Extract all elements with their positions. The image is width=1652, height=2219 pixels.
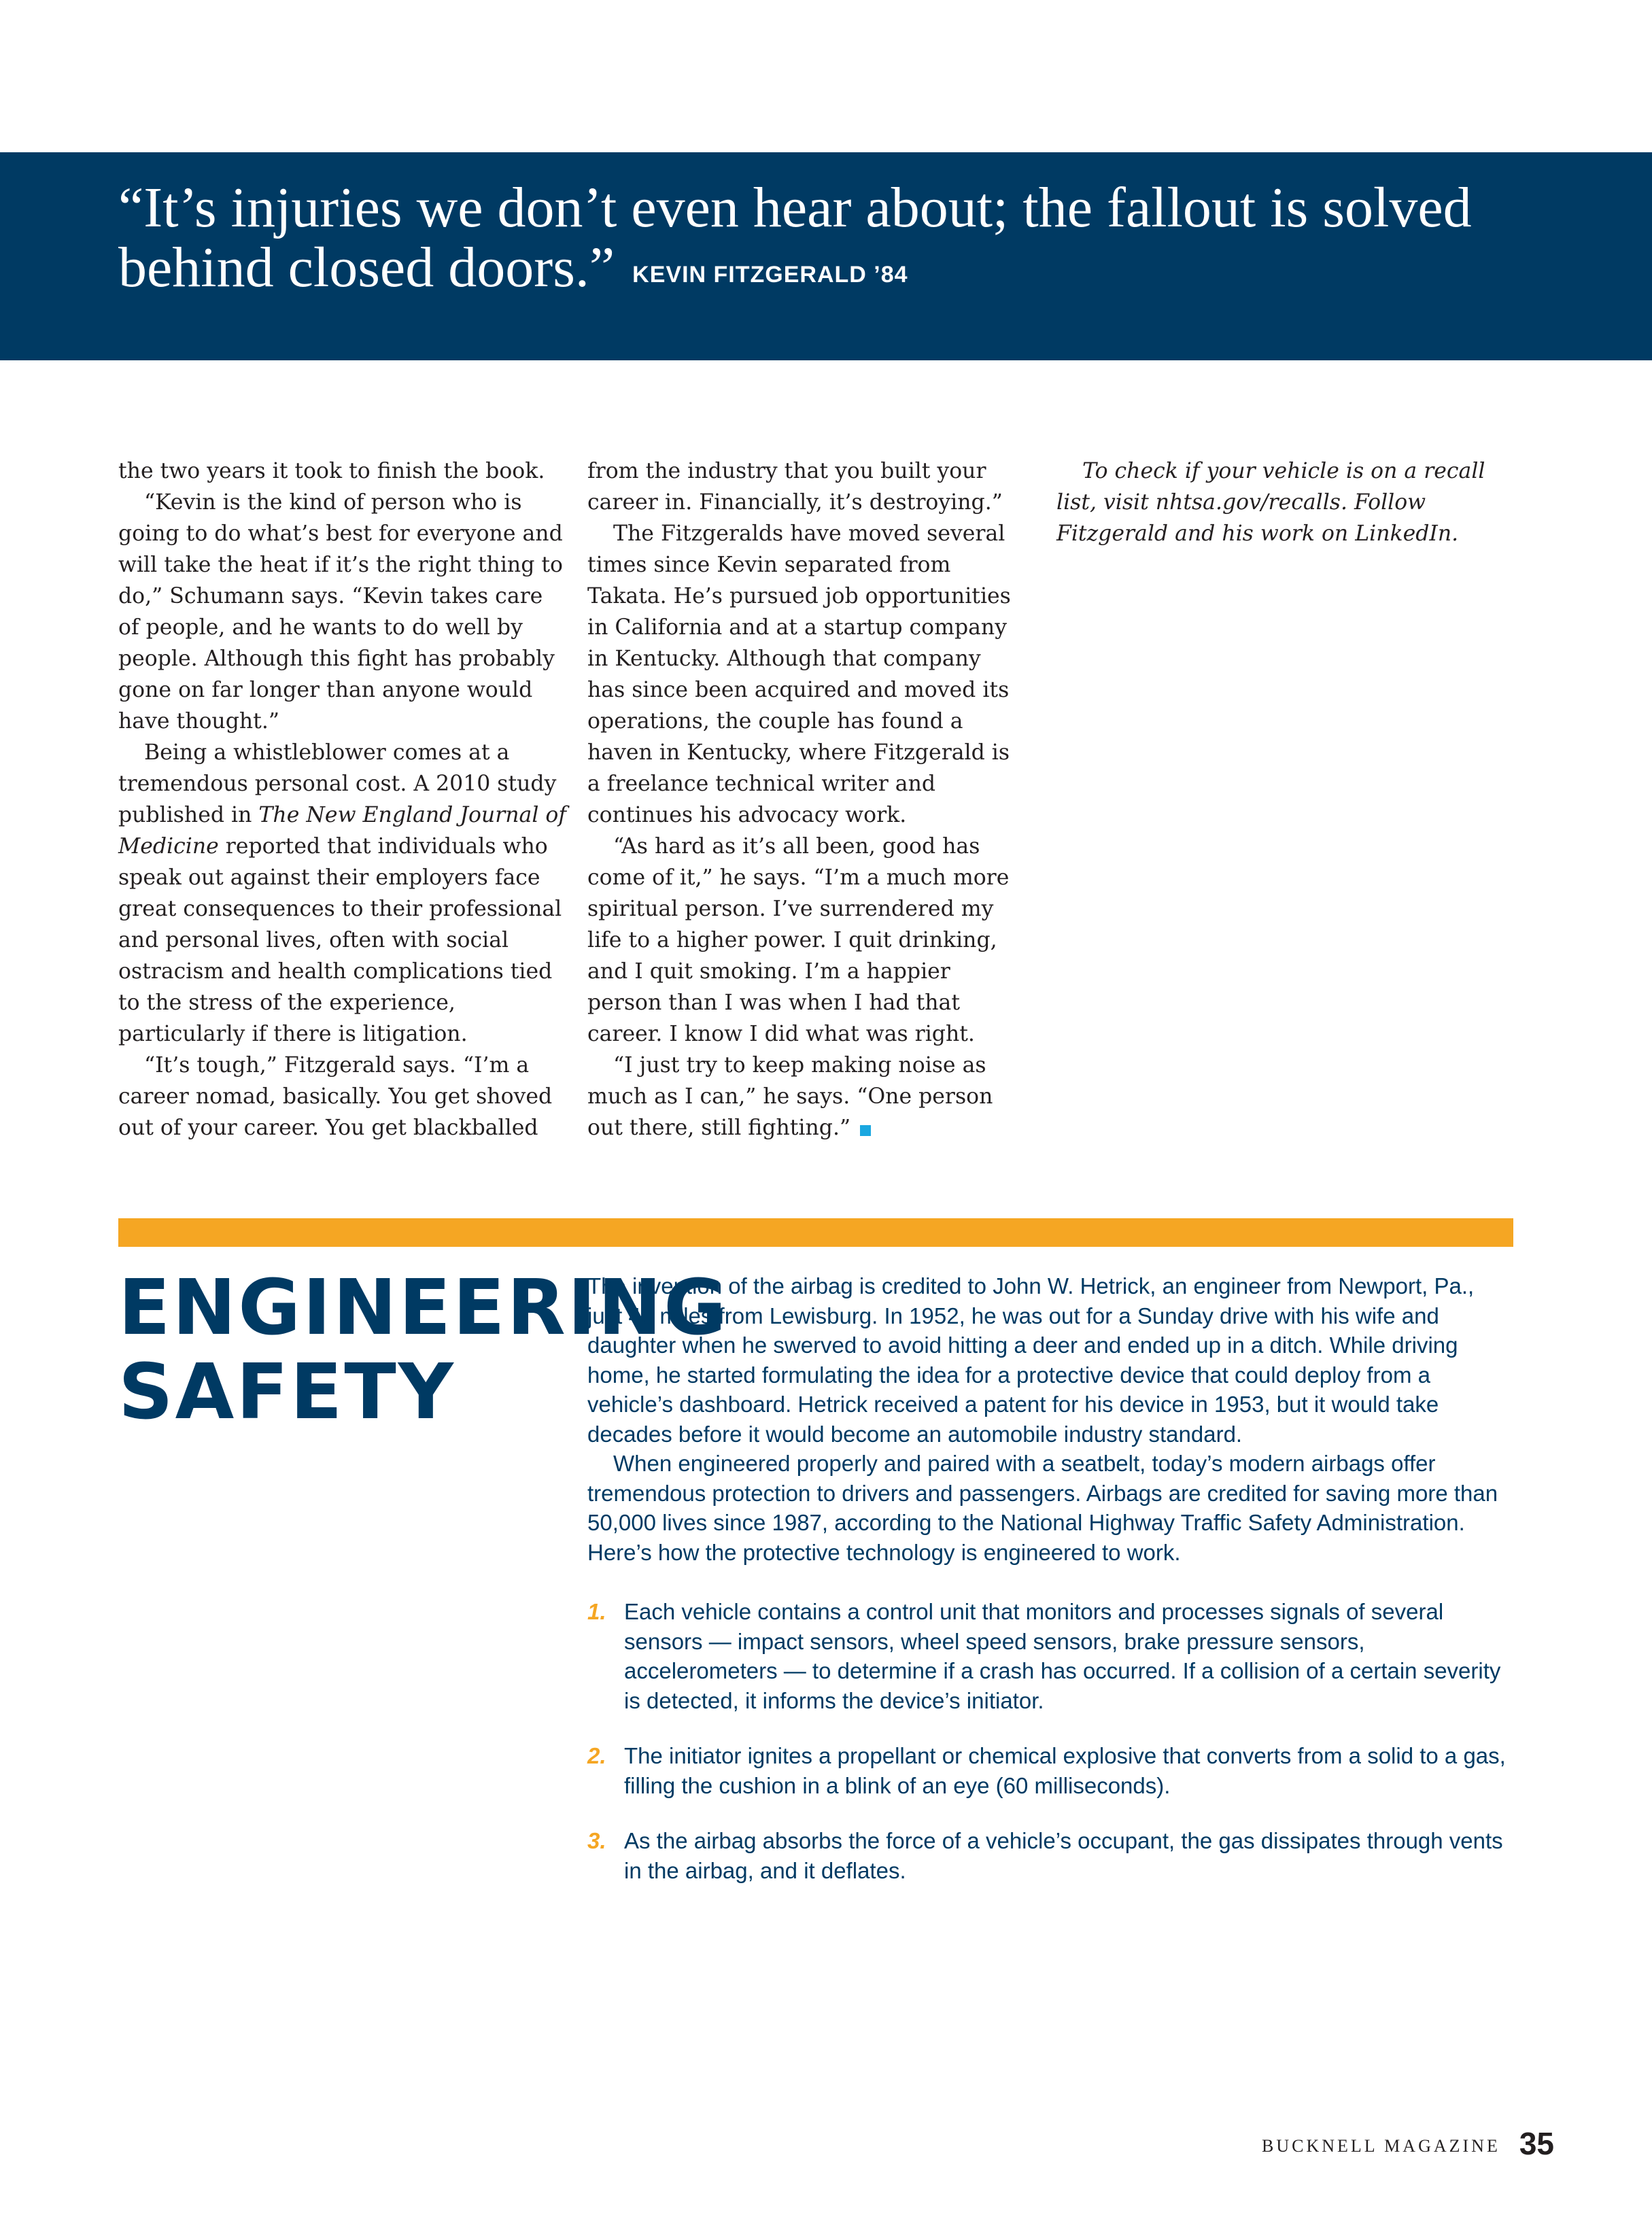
list-item: 2. The initiator ignites a propellant or chemical explosive that converts from a solid to a gas, filling the cushion in a blink of an eye (60 milliseconds). — [587, 1743, 1506, 1798]
paragraph: The Fitzgeralds have moved several times since Kevin separated from Takata. He’s pursued job opportunities in California and at a startup company in Kentucky. Although that company has since been acquired and moved its operations, the couple has found a haven in Kentucky, where Fitzgerald is a freelance technical writer and continues his advocacy work. — [587, 521, 1011, 827]
paragraph: from the industry that you built your career in. Financially, it’s destroying.” — [587, 459, 1003, 515]
paragraph: “As hard as it’s all been, good has come of it,” he says. “I’m a much more spiritual person. I’ve surrendered my life to a higher power. I quit drinking, and I quit smoking. I’m a happier person than I was when I had that career. I know I did what was right. — [587, 834, 1010, 1046]
magazine-name: BUCKNELL MAGAZINE — [1261, 2136, 1500, 2156]
sidebar-divider — [118, 1218, 1513, 1247]
pull-quote-attribution: KEVIN FITZGERALD ’84 — [632, 262, 908, 288]
end-mark-icon — [860, 1125, 871, 1136]
recall-note: To check if your vehicle is on a recall list, visit nhtsa.gov/recalls. Follow Fitzgerald and his work on LinkedIn. — [1056, 459, 1485, 546]
page-footer — [1262, 2125, 1554, 2162]
paragraph: “Kevin is the kind of person who is going to do what’s best for everyone and will take the heat if it’s the right thing to do,” Schumann says. “Kevin takes care of people, and he wants to do well by people. Although this fight has probably gone on far longer than anyone would have thought.” — [118, 490, 563, 734]
pull-quote-line1: “It’s injuries we don’t even hear about; the fallout is solved — [118, 176, 1472, 239]
airbag-steps-list — [587, 1597, 1512, 1885]
paragraph: “It’s tough,” Fitzgerald says. “I’m a career nomad, basically. You get shoved out of your career. You get blackballed — [118, 1053, 553, 1140]
article-column-3 — [1056, 455, 1519, 549]
paragraph: “I just try to keep making noise as much as I can,” he says. “One person out there, still fighting.” — [587, 1053, 993, 1140]
sidebar-paragraph: When engineered properly and paired with a seatbelt, today’s modern airbags offer tremendous protection to drivers and passengers. Airbags are credited for saving more than 50,000 lives since 1987, according to the National Highway Traffic Safety Administration. Here’s how the protective technology is engineered to work. — [587, 1451, 1498, 1565]
paragraph: Being a whistleblower comes at a tremendous personal cost. A 2010 study published in The New England Journal of Medicine reported that individuals who speak out against their employers face great consequences to their professional and personal lives, often with social ostracism and health complications tied to the stress of the experience, particularly if there is litigation. — [118, 740, 567, 1046]
list-item: 3. As the airbag absorbs the force of a vehicle’s occupant, the gas dissipates through vents in the airbag, and it deflates. — [587, 1828, 1503, 1883]
pull-quote — [118, 178, 1478, 305]
journal-title: The New England Journal of Medicine — [118, 803, 567, 859]
pull-quote-line2: behind closed doors.” — [118, 236, 615, 299]
article-column-1 — [118, 455, 567, 1143]
sidebar-title: ENGINEERING SAFETY — [118, 1264, 729, 1437]
article-column-2 — [587, 455, 1022, 1143]
sidebar-body — [587, 1271, 1512, 1911]
sidebar-paragraph: The invention of the airbag is credited to John W. Hetrick, an engineer from Newport, Pa., just 45 miles from Lewisburg. In 1952, he was out for a Sunday drive with his wife and daughter when he swerved to avoid hitting a deer and ended up in a ditch. While driving home, he started formulating the idea for a protective device that could deploy from a vehicle’s dashboard. Hetrick received a patent for his device in 1953, but it would take decades before it would become an automobile industry standard. — [587, 1273, 1475, 1447]
list-item: 1. Each vehicle contains a control unit that monitors and processes signals of several sensors — impact sensors, wheel speed sensors, brake pressure sensors, accelerometers — to determine if a crash has occurred. If a collision of a certain severity is detected, it informs the device’s initiator. — [587, 1599, 1501, 1713]
paragraph: the two years it took to finish the book. — [118, 459, 545, 483]
page-number: 35 — [1519, 2126, 1554, 2161]
